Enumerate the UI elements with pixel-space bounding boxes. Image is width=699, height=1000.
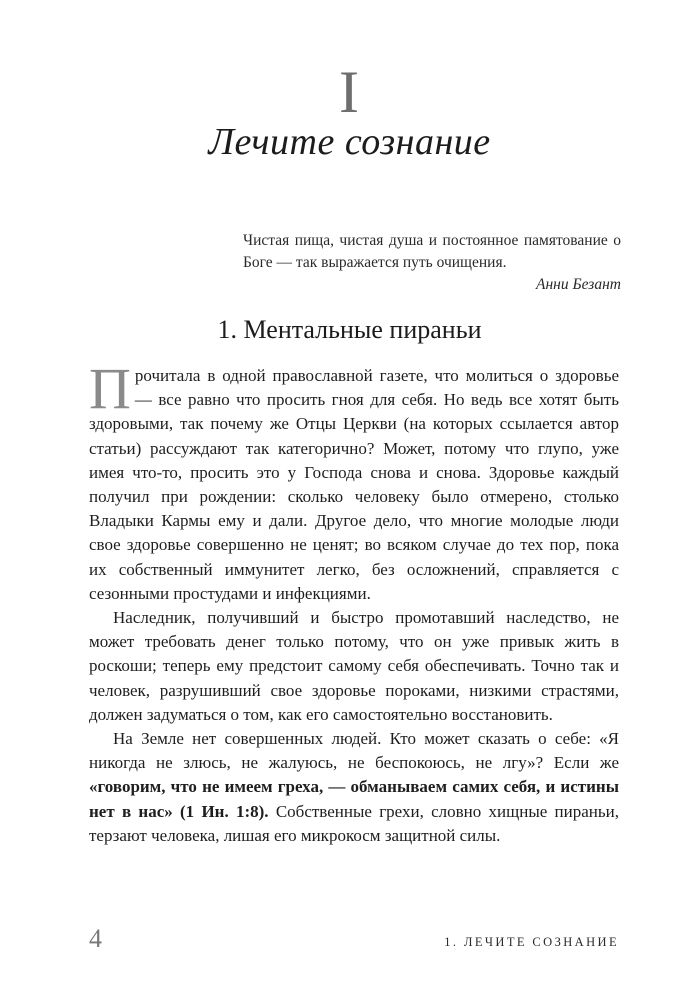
paragraph-1 [89,356,619,606]
paragraph-2: Наследник, получивший и быстро промотавший наследство, не может требовать денег только потому, что он уже привык жить в роскоши; теперь ему предстоит самому себя обеспечивать. Точно так и человек, разрушивший свое здоровье пороками, низкими страстями, должен задуматься о том, как его самостоятельно восстановить. [89,608,619,724]
paragraph-3 [89,727,619,848]
epigraph-text: Чистая пища, чистая душа и постоянное памятование о Боге — так выражается путь очищения. [243,232,621,271]
paragraph-3-end: Собственные грехи, словно хищные пираньи, терзают человека, лишая его микрокосм защитной силы. [89,801,619,845]
chapter-title: Лечите сознание [208,121,491,163]
epigraph [243,230,621,296]
drop-cap: П [89,356,131,421]
paragraph-1-text: рочитала в одной православной газете, что молиться о здоровье — все равно что просить гноя для себя. Но ведь все хотят быть здоровыми, так почему же Отцы Церкви (на которых ссылается автор статьи) рассуждают так категорично? Может, потому что глупо, уже имея что-то, просить это у Господа снова и снова. Здоровье каждый получил при рождении: сколько человеку было отмерено, столько Владыки Кармы ему и дали. Другое дело, что многие молодые люди свое здоровье совершенно не ценят; во всяком случае до тех пор, пока их собственный иммунитет легко, без осложнений, справляется с сезонными простудами и инфекциями. [89,366,619,603]
chapter-number: I [339,59,360,125]
section-title: 1. Ментальные пираньи [217,315,482,344]
scripture-quote: «говорим, что не имеем греха, — обманываем самих себя, и истины нет в нас» (1 Ин. 1:8). [89,777,619,821]
body-text [89,356,619,848]
paragraph-3-start: На Земле нет совершенных людей. Кто может сказать о себе: «Я никогда не злюсь, не жалуюсь, не беспокоюсь, не лгу»? Если же [89,729,619,773]
epigraph-author: Анни Безант [536,276,621,293]
running-head: 1. ЛЕЧИТЕ СОЗНАНИЕ [444,935,619,949]
page-number: 4 [89,924,102,953]
